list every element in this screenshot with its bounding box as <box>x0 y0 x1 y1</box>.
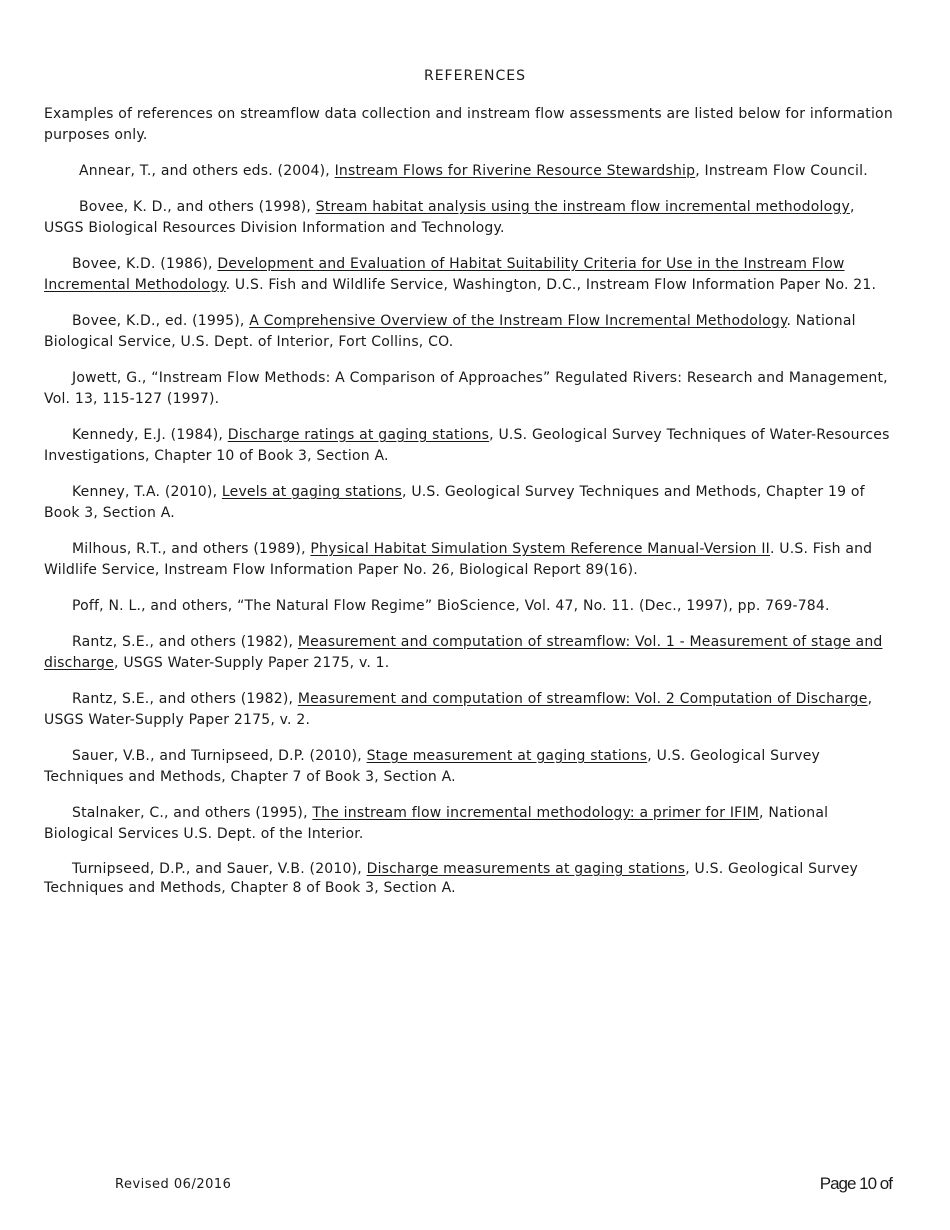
reference-title: Development and Evaluation of Habitat Suitability Criteria for Use in the Instream Flow Incremental Methodology <box>44 256 845 293</box>
reference-item <box>44 482 896 524</box>
reference-text: Turnipseed, D.P., and Sauer, V.B. (2010), <box>72 861 367 877</box>
reference-item <box>44 254 896 296</box>
reference-text: Kennedy, E.J. (1984), <box>72 427 228 443</box>
page-number: Page 10 of <box>819 1174 892 1193</box>
reference-item <box>44 368 896 410</box>
reference-title: Stream habitat analysis using the instream flow incremental methodology <box>315 199 850 215</box>
reference-item <box>44 311 896 353</box>
reference-text: . National Biological Service, U.S. Dept. of Interior, Fort Collins, CO. <box>44 313 856 350</box>
reference-title: A Comprehensive Overview of the Instream Flow Incremental Methodology <box>249 313 787 329</box>
reference-title: Measurement and computation of streamflow: Vol. 1 - Measurement of stage and discharge <box>44 634 883 671</box>
reference-text: , USGS Water-Supply Paper 2175, v. 2. <box>44 691 873 728</box>
reference-title: Discharge ratings at gaging stations <box>227 427 490 443</box>
reference-text: , U.S. Geological Survey Techniques and Methods, Chapter 8 of Book 3, Section A. <box>44 861 858 896</box>
intro-paragraph: Examples of references on streamflow data collection and instream flow assessments are listed below for information purposes only. <box>44 106 893 143</box>
reference-text: . U.S. Fish and Wildlife Service, Washington, D.C., Instream Flow Information Paper No. 21. <box>225 277 877 293</box>
reference-title: The instream flow incremental methodology: a primer for IFIM <box>312 805 760 821</box>
reference-text: Bovee, K.D., ed. (1995), <box>72 313 250 329</box>
reference-item <box>44 539 896 581</box>
reference-title: Physical Habitat Simulation System Reference Manual-Version II <box>310 541 770 557</box>
reference-text: , U.S. Geological Survey Techniques and Methods, Chapter 7 of Book 3, Section A. <box>44 748 821 785</box>
reference-item <box>44 689 896 731</box>
reference-item <box>44 161 896 182</box>
reference-text: Sauer, V.B., and Turnipseed, D.P. (2010), <box>72 748 367 764</box>
reference-text: Rantz, S.E., and others (1982), <box>72 691 298 707</box>
reference-title: Measurement and computation of streamflow: Vol. 2 Computation of Discharge <box>297 691 868 707</box>
reference-item <box>44 425 896 467</box>
reference-item <box>44 197 896 239</box>
reference-text: , U.S. Geological Survey Techniques and Methods, Chapter 19 of Book 3, Section A. <box>44 484 865 521</box>
reference-text: Rantz, S.E., and others (1982), <box>72 634 298 650</box>
reference-text: Bovee, K.D. (1986), <box>72 256 218 272</box>
reference-text: , USGS Biological Resources Division Information and Technology. <box>44 199 855 236</box>
reference-text: Annear, T., and others eds. (2004), <box>79 163 335 179</box>
reference-title: Instream Flows for Riverine Resource Stewardship <box>334 163 696 179</box>
revision-date: Revised 06/2016 <box>115 1177 232 1192</box>
references-body <box>44 104 896 913</box>
reference-text: Stalnaker, C., and others (1995), <box>72 805 313 821</box>
reference-text: , National Biological Services U.S. Dept. of the Interior. <box>44 805 829 842</box>
reference-title: Levels at gaging stations <box>221 484 403 500</box>
reference-item <box>44 596 896 617</box>
reference-text: Bovee, K. D., and others (1998), <box>79 199 316 215</box>
page-title: REFERENCES <box>423 68 527 84</box>
reference-text: Jowett, G., “Instream Flow Methods: A Comparison of Approaches” Regulated Rivers: Research and Management, Vol. 13, 115-127 (1997). <box>44 370 888 407</box>
reference-text: Poff, N. L., and others, “The Natural Flow Regime” BioScience, Vol. 47, No. 11. (Dec., 1997), pp. 769-784. <box>72 598 830 614</box>
reference-text: , U.S. Geological Survey Techniques of Water-Resources Investigations, Chapter 10 of Book 3, Section A. <box>44 427 890 464</box>
reference-item <box>44 803 896 845</box>
reference-text: , USGS Water-Supply Paper 2175, v. 1. <box>114 655 390 671</box>
reference-item <box>44 860 896 898</box>
reference-item <box>44 632 896 674</box>
reference-text: Kenney, T.A. (2010), <box>72 484 222 500</box>
reference-text: . U.S. Fish and Wildlife Service, Instream Flow Information Paper No. 26, Biological Report 89(16). <box>44 541 873 578</box>
reference-title: Discharge measurements at gaging stations <box>366 861 686 877</box>
reference-text: Milhous, R.T., and others (1989), <box>72 541 311 557</box>
reference-title: Stage measurement at gaging stations <box>366 748 648 764</box>
reference-item <box>44 746 896 788</box>
reference-text: , Instream Flow Council. <box>695 163 868 179</box>
